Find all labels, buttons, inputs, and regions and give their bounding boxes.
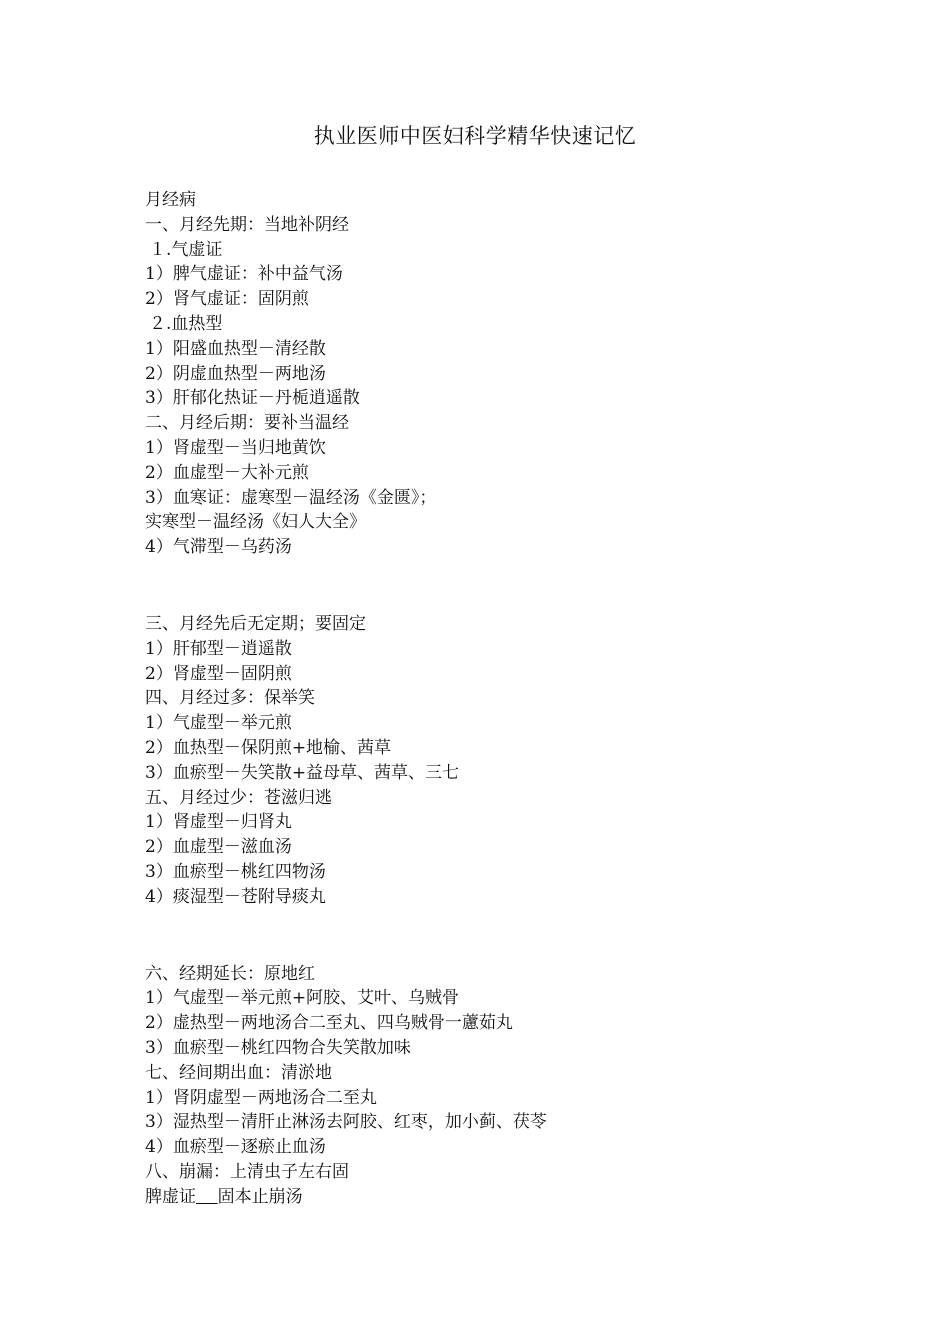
section-heading: 八、崩漏：上清虫子左右固 bbox=[145, 1161, 349, 1182]
section-heading: 一、月经先期：当地补阴经 bbox=[145, 214, 349, 235]
spacer bbox=[145, 560, 865, 612]
chapter-heading: 月经病 bbox=[145, 190, 196, 210]
section-heading: 三、月经先后无定期；要固定 bbox=[145, 613, 366, 634]
list-item: 实寒型－温经汤《妇人大全》 bbox=[145, 512, 366, 533]
list-item: 4）气滞型－乌药汤 bbox=[145, 537, 292, 558]
section-heading: 七、经间期出血：清淤地 bbox=[145, 1062, 332, 1083]
list-item: 2）肾气虚证：固阴煎 bbox=[145, 289, 309, 310]
list-item: 1）肾虚型－当归地黄饮 bbox=[145, 437, 326, 458]
document-title: 执业医师中医妇科学精华快速记忆 bbox=[313, 124, 637, 148]
list-item bbox=[145, 1185, 865, 1210]
list-item: 2）血虚型－滋血汤 bbox=[145, 837, 292, 858]
subsection-heading: １.气虚证 bbox=[149, 239, 223, 260]
list-item: 3）肝郁化热证－丹栀逍遥散 bbox=[145, 388, 360, 409]
underline-blank bbox=[196, 1187, 218, 1207]
list-item: 1）气虚型－举元煎 bbox=[145, 713, 292, 734]
list-item: 2）血热型－保阴煎+地榆、茜草 bbox=[145, 737, 392, 758]
list-item: 1）阳盛血热型－清经散 bbox=[145, 338, 326, 359]
list-item: 3）血寒证：虚寒型－温经汤《金匮》； bbox=[145, 487, 437, 508]
list-item: 3）血瘀型－桃红四物合失笑散加味 bbox=[145, 1037, 411, 1058]
list-item: 1）肾虚型－归肾丸 bbox=[145, 812, 292, 833]
section-heading: 六、经期延长：原地红 bbox=[145, 963, 315, 984]
list-item: 3）湿热型－清肝止淋汤去阿胶、红枣，加小蓟、茯苓 bbox=[145, 1112, 547, 1133]
list-item: 2）阴虚血热型－两地汤 bbox=[145, 363, 326, 384]
list-item-suffix: 固本止崩汤 bbox=[217, 1186, 303, 1207]
section-heading: 二、月经后期：要补当温经 bbox=[145, 413, 349, 434]
spacer bbox=[145, 910, 865, 962]
list-item: 1）脾气虚证：补中益气汤 bbox=[145, 264, 343, 285]
list-item: 2）肾虚型－固阴煎 bbox=[145, 663, 292, 684]
subsection-heading: ２.血热型 bbox=[149, 313, 223, 334]
list-item: 4）血瘀型－逐瘀止血汤 bbox=[145, 1137, 326, 1158]
list-item: 1）肾阴虚型－两地汤合二至丸 bbox=[145, 1087, 377, 1108]
section-heading: 五、月经过少：苍滋归逃 bbox=[145, 787, 332, 808]
list-item: 3）血瘀型－失笑散+益母草、茜草、三七 bbox=[145, 762, 460, 783]
list-item-prefix: 脾虚证 bbox=[145, 1186, 196, 1207]
list-item: 1）气虚型－举元煎+阿胶、艾叶、乌贼骨 bbox=[145, 988, 460, 1009]
document-body bbox=[145, 188, 865, 1209]
list-item: 1）肝郁型－逍遥散 bbox=[145, 638, 292, 659]
list-item: 2）虚热型－两地汤合二至丸、四乌贼骨一藘茹丸 bbox=[145, 1013, 513, 1034]
section-heading: 四、月经过多：保举笑 bbox=[145, 688, 315, 709]
list-item: 2）血虚型－大补元煎 bbox=[145, 462, 309, 483]
list-item: 3）血瘀型－桃红四物汤 bbox=[145, 861, 326, 882]
list-item: 4）痰湿型－苍附导痰丸 bbox=[145, 886, 326, 907]
